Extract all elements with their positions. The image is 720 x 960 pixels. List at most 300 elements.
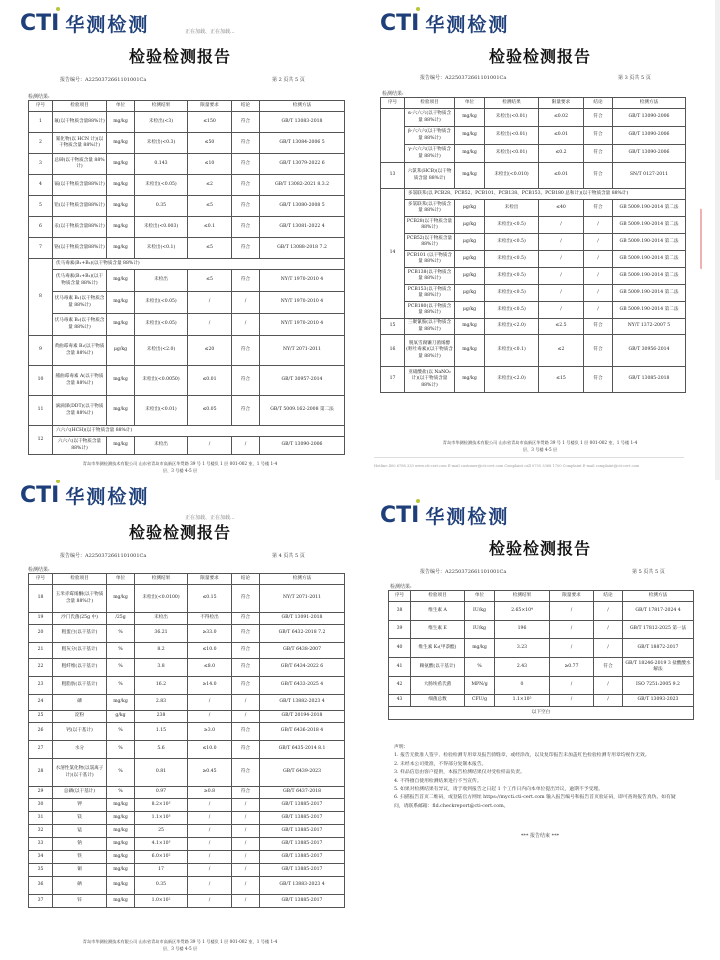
logo-latin: CTI bbox=[380, 503, 419, 528]
cell-no: 17 bbox=[381, 367, 405, 393]
cell-verdict: / bbox=[584, 302, 613, 319]
results-label: 检测结果: bbox=[28, 567, 50, 573]
cell-result: 4.1×10³ bbox=[135, 838, 188, 851]
cell-limit: 不得检出 bbox=[188, 613, 232, 625]
cell-limit: ≤10.0 bbox=[188, 643, 232, 659]
cell-no: 29 bbox=[29, 787, 53, 799]
cell-item: 铁 bbox=[53, 851, 107, 864]
results-table bbox=[28, 100, 345, 455]
cell-verdict: / bbox=[594, 695, 623, 707]
cell-unit: mg/kg bbox=[455, 163, 485, 189]
cell-no: 13 bbox=[381, 163, 405, 189]
cell-method: NY/T 2071-2011 bbox=[260, 585, 345, 613]
cell-result: 8.2×10³ bbox=[135, 799, 188, 812]
cell-limit: / bbox=[550, 639, 594, 658]
report-title: 检验检测报告 bbox=[128, 47, 231, 66]
cell-item: 铬(以干物质含量88%计) bbox=[53, 238, 107, 259]
cell-result: 未检出 bbox=[135, 437, 188, 455]
column-header-no: 序号 bbox=[29, 574, 53, 585]
cell-verdict: / bbox=[232, 292, 260, 314]
cell-no: 6 bbox=[29, 217, 53, 238]
cell-verdict: 符合 bbox=[584, 145, 613, 163]
report-number: 报告编号：A2250372661101001Ca bbox=[60, 77, 147, 83]
cell-item: 氰化物(以 HCN 计)(以干物质含量 88%计) bbox=[53, 133, 107, 154]
cell-unit: mg/kg bbox=[107, 112, 135, 133]
cell-method: GB/T 13883-2023 4 bbox=[260, 877, 345, 895]
cell-result: 2.65×10⁴ bbox=[495, 602, 550, 621]
table-row bbox=[29, 625, 345, 643]
cell-unit: mg/kg bbox=[107, 799, 135, 812]
table-row bbox=[389, 695, 694, 707]
column-header-result: 检测结果 bbox=[135, 101, 188, 112]
cell-limit: ≤0.01 bbox=[539, 163, 584, 189]
cell-unit: mg/kg bbox=[107, 695, 135, 711]
cell-verdict: / bbox=[594, 639, 623, 658]
cell-no: 11 bbox=[29, 396, 53, 426]
table-header bbox=[29, 574, 345, 585]
cell-no: 33 bbox=[29, 838, 53, 851]
cell-item: 铜 bbox=[53, 864, 107, 877]
cell-item: 脱氧雪腐镰刀菌烯醇(呕吐毒素)(以干物质含量 88%计) bbox=[405, 335, 455, 367]
table-row bbox=[29, 838, 345, 851]
cell-result: 1.15 bbox=[135, 723, 188, 741]
table-row bbox=[29, 396, 345, 426]
cell-method: GB/T 13081-2022 4 bbox=[260, 217, 345, 238]
cell-result: 3.8 bbox=[135, 659, 188, 677]
table-row bbox=[29, 741, 345, 759]
logo-latin: CTI bbox=[20, 483, 59, 508]
cell-no: 39 bbox=[389, 621, 411, 639]
cell-limit: ≥14.0 bbox=[188, 677, 232, 695]
cell-unit: mg/kg bbox=[107, 196, 135, 217]
cell-result: 0 bbox=[495, 677, 550, 695]
cell-unit: % bbox=[465, 658, 495, 677]
cell-result: 未检出(<0.010) bbox=[485, 163, 539, 189]
column-header-unit: 单位 bbox=[107, 101, 135, 112]
group-title-row bbox=[29, 259, 345, 270]
cell-method: GB/T 18872-2017 bbox=[623, 639, 694, 658]
cell-result: 未检出(<0.05) bbox=[135, 175, 188, 196]
cell-limit: ≥33.0 bbox=[188, 625, 232, 643]
cell-method: NY/T 1970-2010 4 bbox=[260, 270, 345, 292]
results-label: 检测结果: bbox=[28, 94, 50, 100]
cell-method: GB 5009.190-2014 第二法 bbox=[613, 302, 686, 319]
note-item: 2. 未经本公司批准，不得部分复制本报告。 bbox=[394, 761, 487, 767]
cell-unit: % bbox=[107, 723, 135, 741]
column-header-no: 序号 bbox=[389, 591, 411, 602]
cell-result: 未检出(<2.0) bbox=[135, 336, 188, 366]
results-table bbox=[380, 97, 686, 393]
cell-item: α-六六六(以干物质含量 88%计) bbox=[405, 109, 455, 127]
cell-no: 38 bbox=[389, 602, 411, 621]
cell-method: GB/T 13085-2018 bbox=[613, 367, 686, 393]
cell-limit: ≥3.0 bbox=[188, 723, 232, 741]
results-label: 检测结果: bbox=[382, 91, 404, 97]
table-row bbox=[29, 659, 345, 677]
cell-verdict: 符合 bbox=[232, 175, 260, 196]
cell-unit: mg/kg bbox=[107, 175, 135, 196]
cell-verdict: 符合 bbox=[232, 585, 260, 613]
cell-verdict: / bbox=[594, 602, 623, 621]
cell-limit: / bbox=[188, 838, 232, 851]
cell-unit: IU/kg bbox=[465, 621, 495, 639]
cell-result: 未检出(<0.5) bbox=[485, 285, 539, 302]
cell-result: 0.97 bbox=[135, 787, 188, 799]
table-row bbox=[29, 895, 345, 908]
company-footer bbox=[360, 440, 720, 453]
cell-result: 0.81 bbox=[135, 759, 188, 787]
cell-verdict: / bbox=[232, 711, 260, 723]
cell-limit: ≤20 bbox=[188, 336, 232, 366]
cell-unit: μg/kg bbox=[455, 200, 485, 217]
column-header-result: 检测结果 bbox=[495, 591, 550, 602]
cell-unit: μg/kg bbox=[455, 234, 485, 251]
cell-limit: / bbox=[539, 251, 584, 268]
cell-unit: mg/kg bbox=[107, 314, 135, 336]
cell-verdict: / bbox=[232, 851, 260, 864]
report-number: 报告编号：A2250372661101001Ca bbox=[420, 75, 507, 81]
cell-verdict: 符合 bbox=[232, 366, 260, 396]
cell-result: 未检出(<2.0) bbox=[485, 367, 539, 393]
cell-item: 黄曲霉毒素 B₁(以干物质含量 88%计) bbox=[53, 336, 107, 366]
group-title-row bbox=[381, 189, 686, 200]
cell-item: 粗脂肪(以干基计) bbox=[53, 677, 107, 695]
table-row bbox=[381, 285, 686, 302]
cell-item: 维生素 K₃(甲萘醌) bbox=[411, 639, 465, 658]
column-header-item: 检验项目 bbox=[411, 591, 465, 602]
cell-method: GB/T 13885-2017 bbox=[260, 838, 345, 851]
cell-item: 六六六(以干物质含量 88%计) bbox=[53, 437, 107, 455]
cell-verdict: / bbox=[232, 314, 260, 336]
cell-unit: mg/kg bbox=[107, 217, 135, 238]
cell-unit: % bbox=[107, 643, 135, 659]
cell-limit: ≤15 bbox=[539, 367, 584, 393]
column-header-verdict: 结论 bbox=[232, 574, 260, 585]
cell-limit: ≥0.8 bbox=[188, 787, 232, 799]
cell-unit: mg/kg bbox=[107, 396, 135, 426]
table-row bbox=[29, 585, 345, 613]
cell-no: 21 bbox=[29, 643, 53, 659]
cell-no: 34 bbox=[29, 851, 53, 864]
cell-limit: / bbox=[188, 877, 232, 895]
column-header-unit: 单位 bbox=[107, 574, 135, 585]
cell-item: 锰 bbox=[53, 825, 107, 838]
cell-limit: / bbox=[188, 812, 232, 825]
cell-no: 24 bbox=[29, 695, 53, 711]
cell-verdict: 符合 bbox=[584, 319, 613, 335]
cell-item: 亚硝酸盐(以 NaNO₂计)(以干物质含量 88%计) bbox=[405, 367, 455, 393]
cell-item: 粗纤维(以干基计) bbox=[53, 659, 107, 677]
cell-unit: % bbox=[107, 677, 135, 695]
seal-stamp bbox=[700, 209, 708, 272]
cell-method: NY/T 1970-2010 4 bbox=[260, 292, 345, 314]
cell-verdict: 符合 bbox=[594, 658, 623, 677]
table-row bbox=[381, 127, 686, 145]
cell-limit: / bbox=[188, 851, 232, 864]
column-header-verdict: 结论 bbox=[232, 101, 260, 112]
cell-method: GB/T 6432-2018 7.2 bbox=[260, 625, 345, 643]
cell-method: GB/T 13090-2006 bbox=[260, 437, 345, 455]
cell-limit: ≤10 bbox=[188, 154, 232, 175]
table-row bbox=[29, 711, 345, 723]
cell-no: 43 bbox=[389, 695, 411, 707]
table-row bbox=[29, 799, 345, 812]
page-indicator: 第 2 页共 5 页 bbox=[272, 77, 305, 83]
cell-no: 26 bbox=[29, 723, 53, 741]
cell-verdict: 符合 bbox=[232, 643, 260, 659]
cell-result: 196 bbox=[495, 621, 550, 639]
table-row bbox=[29, 336, 345, 366]
cell-verdict: 符合 bbox=[232, 723, 260, 741]
table-row bbox=[381, 234, 686, 251]
table-row bbox=[29, 292, 345, 314]
cell-unit: CFU/g bbox=[465, 695, 495, 707]
cell-no: 8 bbox=[29, 259, 53, 336]
cell-item: 镁 bbox=[53, 812, 107, 825]
cell-verdict: 符合 bbox=[232, 196, 260, 217]
table-row bbox=[29, 238, 345, 259]
cell-unit: mg/kg bbox=[455, 335, 485, 367]
table-header bbox=[389, 591, 694, 602]
table-row bbox=[389, 658, 694, 677]
cell-item: 水溶性氯化物(以氯离子计)(以干基计) bbox=[53, 759, 107, 787]
cell-unit: mg/kg bbox=[455, 367, 485, 393]
table-row bbox=[29, 877, 345, 895]
note-item: 4. 不得擅自使用检测结果进行不当宣传。 bbox=[394, 778, 482, 784]
cell-limit: ≤0.01 bbox=[188, 366, 232, 396]
cell-item: PCB153(以干物质含量 88%计) bbox=[405, 285, 455, 302]
table-row bbox=[29, 217, 345, 238]
blank-row bbox=[389, 707, 694, 720]
column-header-limit: 限量要求 bbox=[550, 591, 594, 602]
cell-method: GB 5009.190-2014 第二法 bbox=[613, 285, 686, 302]
cell-method: GB/T 13885-2017 bbox=[260, 895, 345, 908]
cell-method: GB/T 30957-2014 bbox=[260, 366, 345, 396]
table-row bbox=[29, 613, 345, 625]
cell-limit: / bbox=[188, 711, 232, 723]
cell-result: 未检出(<2.0) bbox=[485, 319, 539, 335]
cell-no: 30 bbox=[29, 799, 53, 812]
cell-result: 5.6 bbox=[135, 741, 188, 759]
cell-unit: mg/kg bbox=[107, 851, 135, 864]
cell-method: GB/T 17817-2024 4 bbox=[623, 602, 694, 621]
cell-no: 36 bbox=[29, 877, 53, 895]
table-row bbox=[381, 163, 686, 189]
group-title-row bbox=[29, 426, 345, 437]
cell-unit: /25g bbox=[107, 613, 135, 625]
cell-limit: ≤5 bbox=[188, 270, 232, 292]
cell-verdict: / bbox=[584, 251, 613, 268]
cell-verdict: / bbox=[232, 799, 260, 812]
footer-divider bbox=[374, 457, 684, 458]
column-header-method: 检测方法 bbox=[623, 591, 694, 602]
cell-item: 维生素 A bbox=[411, 602, 465, 621]
cell-item: 细菌总数 bbox=[411, 695, 465, 707]
report-page-5 bbox=[360, 480, 720, 960]
cell-no: 37 bbox=[29, 895, 53, 908]
contact-line: Hotline 400 6788 333 www.cti-cert.com E-mail customer@cti-cert.com Complaint call 0755 3368 1700 Complaint E-mail complaint@cti-cert.com bbox=[374, 464, 640, 468]
logo-latin: CTI bbox=[380, 11, 419, 36]
page-indicator: 第 4 页共 5 页 bbox=[272, 553, 305, 559]
cell-verdict: 符合 bbox=[232, 787, 260, 799]
cell-method: NY/T 1372-2007 5 bbox=[613, 319, 686, 335]
cell-unit: mg/kg bbox=[107, 133, 135, 154]
cell-limit: / bbox=[539, 234, 584, 251]
cell-result: 0.35 bbox=[135, 877, 188, 895]
cell-item: 大肠埃希氏菌 bbox=[411, 677, 465, 695]
cell-limit: / bbox=[550, 621, 594, 639]
cell-result: 未检出(<0.5) bbox=[485, 251, 539, 268]
cell-verdict: / bbox=[232, 437, 260, 455]
cell-result: 1.1×10³ bbox=[135, 812, 188, 825]
table-header bbox=[381, 98, 686, 109]
cell-verdict: / bbox=[232, 695, 260, 711]
footer-address: 青岛市华测检测技术有限公司 山东省青岛市高新区华贯路 39 号 1 号楼负 1 层 001-002 室、1 号楼 1-4 bbox=[82, 461, 278, 466]
cell-no: 4 bbox=[29, 175, 53, 196]
page-indicator: 第 5 页共 5 页 bbox=[632, 569, 665, 575]
results-table bbox=[28, 573, 345, 908]
report-title: 检验检测报告 bbox=[128, 523, 231, 542]
cell-method: GB/T 13083-2018 bbox=[260, 112, 345, 133]
cell-item: 滴滴涕(DDT)(以干物质含量 88%计) bbox=[53, 396, 107, 426]
page-indicator: 第 3 页共 5 页 bbox=[618, 75, 651, 81]
cell-verdict: 符合 bbox=[584, 367, 613, 393]
column-header-verdict: 结论 bbox=[594, 591, 623, 602]
cell-item: 粗蛋白(以干基计) bbox=[53, 625, 107, 643]
cell-result: 0.35 bbox=[135, 196, 188, 217]
footer-address-2: 层、3 号楼 4-5 层 bbox=[162, 467, 198, 473]
table-row bbox=[389, 602, 694, 621]
logo-chinese: 华测检测 bbox=[65, 14, 150, 36]
column-header-no: 序号 bbox=[29, 101, 53, 112]
cell-item: 总砷(以干物质含量 88%计) bbox=[53, 154, 107, 175]
table-row bbox=[29, 825, 345, 838]
cell-no: 32 bbox=[29, 825, 53, 838]
cell-result: 未检出(<0.1) bbox=[135, 238, 188, 259]
note-item: 6. 扫描报告首页二维码，或登陆官方网址 https://mycti.cti-cert.com 输入报告编号和报告首页验证码，即可查询报告真伪。如有疑问，请联系邮箱：fld.checkreport@cti-cert.com。 bbox=[394, 795, 676, 809]
table-row bbox=[381, 268, 686, 285]
cell-item: 钠 bbox=[53, 838, 107, 851]
cell-item: 钙(以干基计) bbox=[53, 723, 107, 741]
cell-verdict: / bbox=[232, 895, 260, 908]
footer-address: 青岛市华测检测技术有限公司 山东省青岛市高新区华贯路 39 号 1 号楼负 1 层 001-002 室、1 号楼 1-4 bbox=[82, 939, 278, 944]
cell-limit: ≤0.2 bbox=[539, 145, 584, 163]
cell-method: GB/T 13084-2006 5 bbox=[260, 133, 345, 154]
cell-method: GB/T 13080-2008 5 bbox=[260, 196, 345, 217]
cell-item: β-六六六(以干物质含量 88%计) bbox=[405, 127, 455, 145]
cell-unit: mg/kg bbox=[107, 838, 135, 851]
table-row bbox=[29, 270, 345, 292]
disclaimer-notes bbox=[394, 744, 684, 811]
cell-verdict: / bbox=[232, 825, 260, 838]
cell-result: 未检出(<0.003) bbox=[135, 217, 188, 238]
cell-verdict: 符合 bbox=[232, 659, 260, 677]
cell-no: 3 bbox=[29, 154, 53, 175]
cell-result: 未检出(<0.01) bbox=[135, 396, 188, 426]
cell-limit: / bbox=[539, 268, 584, 285]
cell-item: 氟(以干物质含量88%计) bbox=[53, 112, 107, 133]
cell-verdict: 符合 bbox=[232, 217, 260, 238]
cell-item: 三聚氰胺(以干物质含量 88%计) bbox=[405, 319, 455, 335]
cell-method: GB/T 13882-2023 4 bbox=[260, 695, 345, 711]
cell-unit: mg/kg bbox=[455, 109, 485, 127]
page-edge bbox=[715, 0, 720, 480]
cell-verdict: 符合 bbox=[232, 270, 260, 292]
table-row bbox=[381, 367, 686, 393]
cti-logo bbox=[380, 10, 509, 37]
cell-no: 28 bbox=[29, 759, 53, 787]
cell-limit: ≤2 bbox=[188, 175, 232, 196]
cell-limit: / bbox=[550, 677, 594, 695]
column-header-limit: 限量要求 bbox=[539, 98, 584, 109]
cell-limit: ≤0.02 bbox=[539, 109, 584, 127]
cell-limit: / bbox=[188, 314, 232, 336]
cell-unit: mg/kg bbox=[107, 812, 135, 825]
footer-address-2: 层、3 号楼 4-5 层 bbox=[522, 446, 558, 452]
cell-unit: mg/kg bbox=[107, 585, 135, 613]
cell-result: 未检出(<0.5) bbox=[485, 268, 539, 285]
table-row bbox=[29, 723, 345, 741]
cell-unit: μg/kg bbox=[455, 217, 485, 234]
cell-unit: mg/kg bbox=[107, 895, 135, 908]
cell-unit: μg/kg bbox=[455, 251, 485, 268]
cell-limit: / bbox=[539, 217, 584, 234]
cell-method: GB/T 17812-2025 第一法 bbox=[623, 621, 694, 639]
cell-item: PCB180(以干物质含量 88%计) bbox=[405, 302, 455, 319]
cell-item: 硒 bbox=[53, 877, 107, 895]
company-footer bbox=[0, 461, 360, 474]
cell-unit: % bbox=[107, 759, 135, 787]
cell-unit: mg/kg bbox=[465, 639, 495, 658]
cell-verdict: 符合 bbox=[232, 133, 260, 154]
notes-title: 声明： bbox=[394, 745, 409, 750]
cell-item: 锌 bbox=[53, 895, 107, 908]
cell-limit: ≤0.01 bbox=[539, 127, 584, 145]
cell-result: 未检出(<0.0100) bbox=[135, 585, 188, 613]
column-header-method: 检测方法 bbox=[260, 101, 345, 112]
cell-verdict: 符合 bbox=[584, 163, 613, 189]
report-title: 检验检测报告 bbox=[488, 47, 591, 66]
cell-result: 未检出 bbox=[135, 270, 188, 292]
cell-limit: ≤10.0 bbox=[188, 741, 232, 759]
cell-verdict: / bbox=[584, 285, 613, 302]
group-title: 六六六(HCH)(以干物质含量 88%计) bbox=[53, 426, 345, 437]
cell-verdict: 符合 bbox=[584, 127, 613, 145]
cell-no: 41 bbox=[389, 658, 411, 677]
cell-limit: ≥0.45 bbox=[188, 759, 232, 787]
cell-method: GB/T 13088-2018 7.2 bbox=[260, 238, 345, 259]
cell-item: PCB101 (以干物质含量 88%计) bbox=[405, 251, 455, 268]
table-row bbox=[29, 314, 345, 336]
cell-method: GB/T 13885-2017 bbox=[260, 799, 345, 812]
cell-result: 未检出(<0.0050) bbox=[135, 366, 188, 396]
cell-no: 40 bbox=[389, 639, 411, 658]
cell-method: GB/T 13093-2023 bbox=[623, 695, 694, 707]
cell-verdict: / bbox=[594, 621, 623, 639]
cell-limit: ≤0.05 bbox=[188, 396, 232, 426]
column-header-verdict: 结论 bbox=[584, 98, 613, 109]
cell-no: 25 bbox=[29, 711, 53, 723]
cell-no: 20 bbox=[29, 625, 53, 643]
cell-verdict: / bbox=[232, 877, 260, 895]
table-row bbox=[29, 864, 345, 877]
cell-method: GB/T 13885-2017 bbox=[260, 851, 345, 864]
cell-method: GB/T 30956-2014 bbox=[613, 335, 686, 367]
cell-result: 未检出(<0.01) bbox=[485, 109, 539, 127]
cell-item: 钾 bbox=[53, 799, 107, 812]
table-header bbox=[29, 101, 345, 112]
table-row bbox=[29, 643, 345, 659]
